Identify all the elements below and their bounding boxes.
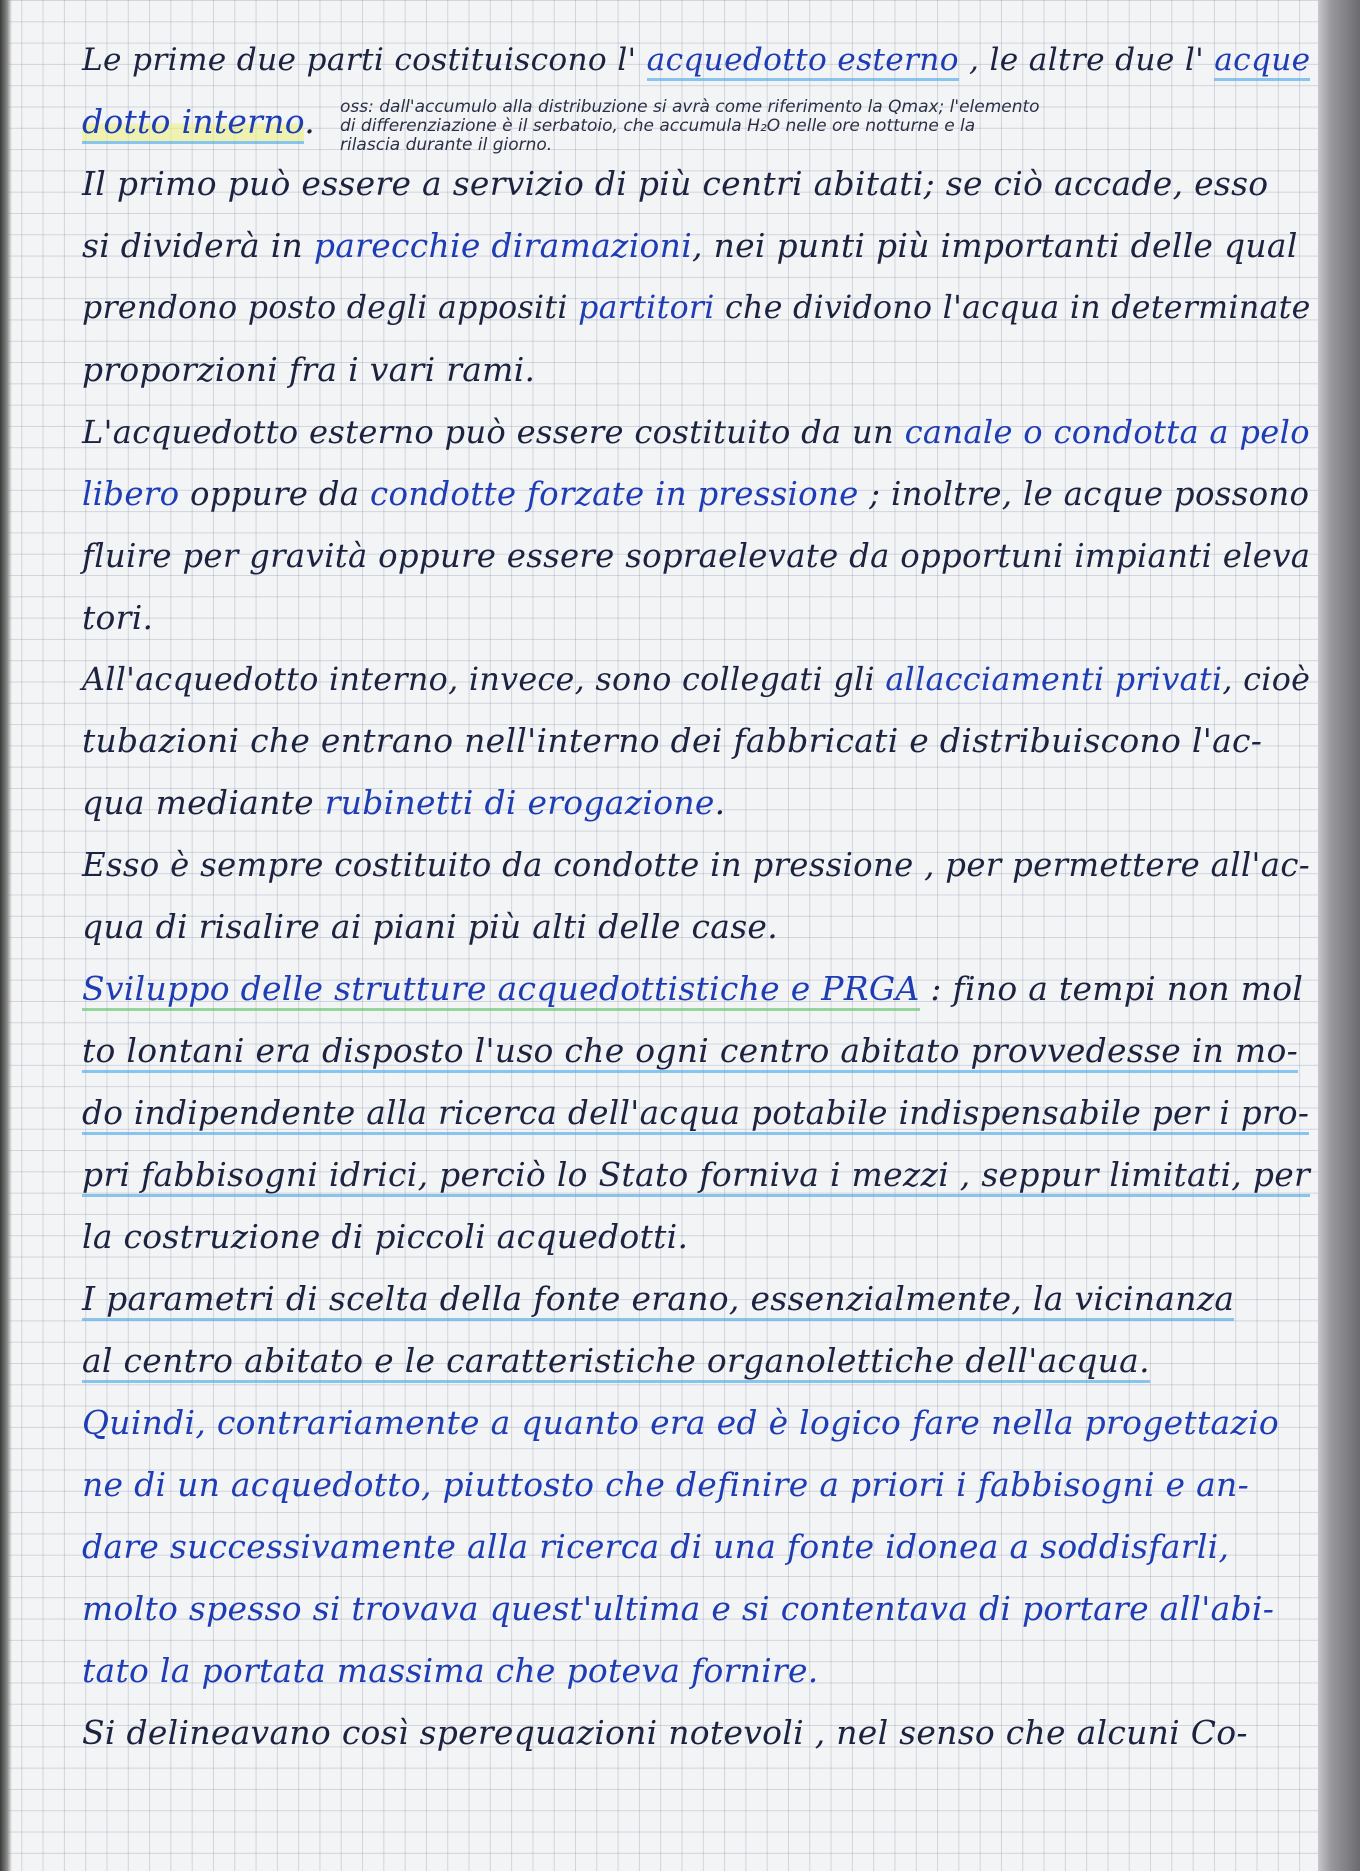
text-segment: I parametri di scelta della fonte erano, essenzialmente, la vicinanza	[82, 1279, 1234, 1321]
text-segment: molto spesso si trovava quest'ultima e si contentava di portare all'abi-	[82, 1588, 1275, 1628]
text-segment: che dividono l'acqua in determinate	[714, 289, 1311, 326]
text-line	[82, 284, 1312, 336]
text-line	[82, 1151, 1312, 1203]
text-segment: rubinetti di erogazione	[324, 783, 715, 823]
text-line	[82, 779, 1312, 831]
text-segment: .	[304, 101, 316, 141]
text-line	[82, 1709, 1312, 1761]
text-segment: acque	[1214, 42, 1310, 81]
margin-note-line: oss: dall'accumulo alla distribuzione si avrà come riferimento la Qmax; l'elemento	[340, 97, 1040, 117]
text-segment: dare successivamente alla ricerca di una fonte idonea a soddisfarli,	[82, 1526, 1230, 1566]
text-segment: parecchie diramazioni	[313, 225, 693, 265]
text-line	[82, 346, 1312, 398]
text-segment: ; inoltre, le acque possono	[858, 474, 1310, 513]
text-segment: .	[714, 783, 726, 823]
text-line	[82, 1585, 1312, 1637]
text-segment: All'acquedotto interno, invece, sono collegati gli	[82, 661, 886, 698]
text-segment: la costruzione di piccoli acquedotti.	[82, 1217, 689, 1257]
text-line	[82, 222, 1312, 274]
text-segment: condotte forzate in pressione	[370, 474, 859, 513]
text-line	[82, 532, 1312, 584]
text-line	[82, 408, 1312, 460]
text-segment: Si delineavano così sperequazioni notevoli , nel senso che alcuni Co-	[82, 1712, 1248, 1752]
text-segment: si dividerà in	[82, 225, 314, 265]
text-segment: Le prime due parti costituiscono l'	[82, 42, 647, 78]
text-segment: pri fabbisogni idrici, perciò lo Stato forniva i mezzi , seppur limitati, per	[82, 1155, 1310, 1197]
text-segment: , nei punti più importanti delle qual	[692, 225, 1298, 265]
text-line	[82, 1213, 1312, 1265]
text-segment: acquedotto esterno	[647, 42, 959, 81]
text-segment: do indipendente alla ricerca dell'acqua potabile indispensabile per i pro-	[82, 1094, 1309, 1135]
text-segment: oppure da	[179, 474, 371, 513]
text-line	[82, 1523, 1312, 1575]
text-segment: qua di risalire ai piani più alti delle case.	[82, 907, 778, 947]
text-line	[82, 36, 1312, 88]
text-line	[82, 965, 1312, 1017]
margin-note-line: rilascia durante il giorno.	[340, 135, 553, 155]
text-segment: fluire per gravità oppure essere sopraelevate da opportuni impianti eleva	[82, 536, 1311, 575]
text-segment: canale o condotta a pelo	[904, 412, 1310, 451]
notebook-binding	[0, 0, 12, 1871]
text-line	[82, 470, 1312, 522]
text-segment: tubazioni che entrano nell'interno dei fabbricati e distribuiscono l'ac-	[82, 721, 1263, 761]
text-segment: L'acquedotto esterno può essere costituito da un	[82, 412, 905, 451]
margin-note	[340, 98, 1290, 155]
text-line	[82, 841, 1312, 893]
text-segment: Esso è sempre costituito da condotte in pressione , per permettere all'ac-	[82, 846, 1310, 885]
text-segment: prendono posto degli appositi	[82, 289, 579, 326]
text-line	[82, 1399, 1312, 1451]
text-segment: : fino a tempi non mol	[919, 969, 1304, 1009]
text-segment: dotto interno	[82, 102, 304, 144]
text-segment: allacciamenti privati	[885, 661, 1223, 698]
text-line	[82, 1027, 1312, 1079]
text-line	[82, 1461, 1312, 1513]
text-segment: al centro abitato e le caratteristiche organolettiche dell'acqua.	[82, 1341, 1150, 1383]
text-line	[82, 903, 1312, 955]
text-segment: tori.	[82, 597, 154, 637]
text-line	[82, 656, 1312, 708]
next-page-edge	[1318, 0, 1360, 1871]
margin-note-line: di differenziazione è il serbatoio, che accumula H₂O nelle ore notturne e la	[340, 116, 976, 136]
text-segment: libero	[82, 474, 180, 513]
text-segment: Sviluppo delle strutture acquedottistiche e PRGA	[82, 969, 920, 1011]
text-segment: qua mediante	[82, 783, 325, 823]
text-segment: tato la portata massima che poteva fornire.	[82, 1650, 819, 1690]
text-segment: to lontani era disposto l'uso che ogni centro abitato provvedesse in mo-	[82, 1031, 1298, 1073]
text-line	[82, 1275, 1312, 1327]
text-segment: Quindi, contrariamente a quanto era ed è logico fare nella progettazio	[82, 1402, 1280, 1442]
text-segment: ne di un acquedotto, piuttosto che definire a priori i fabbisogni e an-	[82, 1464, 1250, 1504]
text-line	[82, 1647, 1312, 1699]
text-line	[82, 1089, 1312, 1141]
text-segment: , le altre due l'	[958, 42, 1215, 78]
text-line	[82, 160, 1312, 212]
text-line	[82, 594, 1312, 646]
text-segment: Il primo può essere a servizio di più centri abitati; se ciò accade, esso	[82, 163, 1269, 203]
text-segment: proporzioni fra i vari rami.	[82, 349, 536, 389]
text-line	[82, 1337, 1312, 1389]
text-line	[82, 717, 1312, 769]
text-segment: , cioè	[1222, 661, 1311, 698]
text-segment: partitori	[578, 289, 715, 326]
